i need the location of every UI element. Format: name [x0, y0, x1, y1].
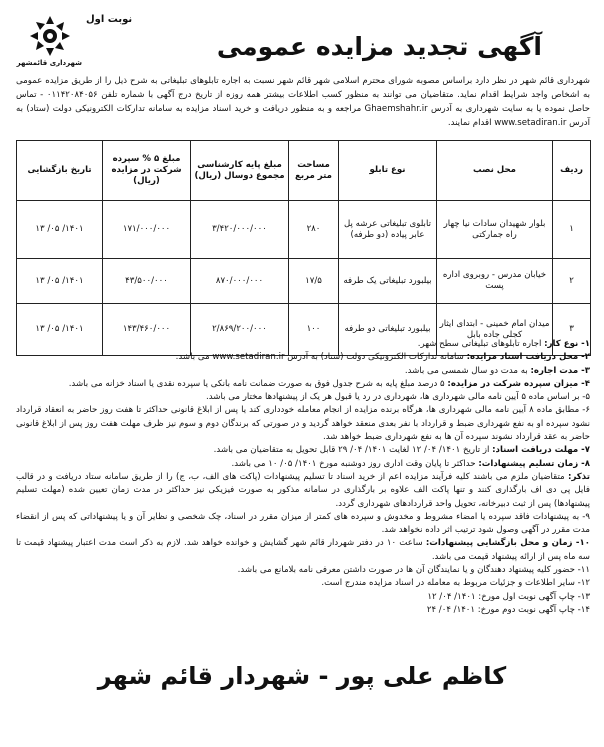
clause-8: [16, 458, 590, 471]
clause-2: [16, 351, 590, 364]
intro-paragraph: شهرداری قائم شهر در نظر دارد براساس مصوبه شورای محترم اسلامی شهر قائم شهر نسبت به اجاره تابلوهای تبلیغاتی به شرح ذیل را از طریق مزایده عمومی به اشخاص واجد شرایط اقدام نماید. متقاضیان می توانند به منظور کسب اطلاعات بیشتر همه روزه از تاریخ درج آگهی با شماره تلفن ۰۱۱۴۲۰۸۴۰۵۶ - تماس حاصل نموده یا به سایت شهرداری به آدرس Ghaemshahr.ir مراجعه و به منظور دریافت و خرید اسناد مزایده به سامانه تدارکات الکترونیکی دولت (ستاد) به آدرس www.setadiran.ir اقدام نمایند.: [16, 76, 590, 128]
table-cell: ۱۷/۵: [289, 259, 339, 304]
table-cell: ۱۴۰۱/ ۰۵/ ۱۳: [17, 304, 103, 356]
logo-caption: شهرداری قائمشهر: [16, 59, 82, 67]
clause-text: ۶- مطابق ماده ۸ آیین نامه مالی شهرداری ها، هرگاه برنده مزایده از انجام معامله خودداری کند یا پس از ابلاغ قانونی حداکثر تا هفت روز حاضر به انعقاد قرارداد نشود سپرده او به نفع شهرداری ضبط و قرارداد با نفر بعدی منعقد خواهد گردید و در صورتی که برندگان دوم و سوم نیز ظرف مهلت هفت روز پس از ابلاغ قانونی حاضر به عقد قرارداد نشوند سپرده آن ها به نفع شهرداری ضبط خواهد شد.: [16, 405, 590, 443]
clause-text: ۱۳- چاپ آگهی نوبت اول مورخ: ۱۴۰۱/ ۰۴/ ۱۲: [427, 591, 590, 602]
clause-label: ۲- محل دریافت اسناد مزایده:: [466, 352, 590, 363]
table-cell: ۱۴۰۱/ ۰۵/ ۱۳: [17, 259, 103, 304]
table-cell: تابلوی تبلیغاتی عرشه پل عابر پیاده (دو طرفه): [339, 201, 437, 259]
clause-text: از تاریخ ۱۴۰۱/ ۰۴/ ۱۲ لغایت ۱۴۰۱/ ۰۴/ ۲۹ قابل تحویل به متقاضیان می باشد.: [213, 445, 493, 456]
clause-label: ۸- زمان تسلیم پیشنهادات:: [478, 458, 590, 469]
clause-text: متقاضیان ملزم می باشند کلیه فرآیند مزایده اعم از خرید اسناد تا تسلیم پیشنهادات (پاکت های الف، ب، ج) را از طریق سامانه ستاد دریافت و در قالب فایل پی دی اف بارگذاری کنند و تنها پاکت الف علاوه بر بارگذاری در سامانه مذکور به صورت فیزیکی نیز حداکثر در مدت زمان تعیین شده (مهلت تسلیم پیشنهادها) پس از ثبت دبیرخانه، تحویل واحد قراردادهای شهرداری گردد.: [16, 471, 590, 509]
clause-10: [16, 537, 590, 564]
table-cell: ۳: [553, 304, 591, 356]
table-header-row: [17, 141, 591, 201]
table-cell: خیابان مدرس - روبروی اداره پست: [437, 259, 553, 304]
clause-3: [16, 365, 590, 378]
clause-5: [16, 391, 590, 404]
clause-text: ۱۲- سایر اطلاعات و جزئیات مربوط به معامله در اسناد مزایده مندرج است.: [321, 578, 590, 589]
header-cell: تاریخ بازگشایی: [17, 141, 103, 201]
clause-text: ساعت ۱۰ در دفتر شهردار قائم شهر گشایش و خوانده خواهد شد. لازم به ذکر است مدت اعتبار پیشنهاد قیمت تا سه ماه پس از ارائه پیشنهاد قیمت می باشد.: [16, 538, 590, 562]
table-cell: ۲/۸۶۹/۲۰۰/۰۰۰: [191, 304, 289, 356]
table-cell: بیلبورد تبلیغاتی یک طرفه: [339, 259, 437, 304]
clause-4: [16, 378, 590, 391]
clause-text: حداکثر تا پایان وقت اداری روز دوشنبه مورخ ۱۴۰۱/ ۰۵/ ۱۰ می باشد.: [231, 458, 479, 469]
clause-7: [16, 444, 590, 457]
table-cell: ۲: [553, 259, 591, 304]
table-cell: ۱۴۳/۴۶۰/۰۰۰: [103, 304, 191, 356]
emblem-icon: [28, 14, 72, 58]
clause-note: [16, 471, 590, 511]
clause-11: [16, 564, 590, 577]
clause-9: [16, 511, 590, 538]
clause-12: [16, 577, 590, 590]
page-title: آگهی تجدید مزایده عمومی: [216, 32, 542, 61]
header-cell: مبلغ ۵ % سپرده شرکت در مزایده (ریال): [103, 141, 191, 201]
clause-13: [16, 591, 590, 604]
clause-text: ۱۱- حضور کلیه پیشنهاد دهندگان و یا نمایندگان آن ها در صورت داشتن معرفی نامه بلامانع می باشد.: [237, 565, 590, 576]
table-cell: بلوار شهیدان سادات نیا چهار راه جمارکتی: [437, 201, 553, 259]
signature-line: کاظم علی پور - شهردار قائم شهر: [97, 662, 507, 690]
table-cell: ۳/۴۲۰/۰۰۰/۰۰۰: [191, 201, 289, 259]
clause-text: اجاره تابلوهای تبلیغاتی سطح شهر.: [417, 339, 545, 349]
table-cell: ۴۳/۵۰۰/۰۰۰: [103, 259, 191, 304]
clause-text: ۱۴- چاپ آگهی نوبت دوم مورخ: ۱۴۰۱/ ۰۴/ ۲۴: [426, 604, 590, 615]
table-cell: ۸۷۰/۰۰۰/۰۰۰: [191, 259, 289, 304]
table-row: [17, 259, 591, 304]
conditions-list: [16, 338, 590, 617]
table-cell: ۱۴۰۱/ ۰۵/ ۱۳: [17, 201, 103, 259]
clause-text: ۹- به پیشنهادات فاقد سپرده یا امضاء مشروط و مخدوش و سپرده های کمتر از میزان مقرر در اسناد، چک شخصی و نظایر آن و یا پیشنهاداتی که پس از انقضاء مدت مقرر در آگهی وصول شود ترتیب اثر داده نخواهد شد.: [16, 511, 590, 536]
clause-label: ۳- مدت اجاره:: [530, 365, 590, 376]
clause-text: ۵ درصد مبلغ پایه به شرح جدول فوق به صورت ضمانت نامه بانکی یا سپرده نقدی یا اسناد خزانه می باشد.: [68, 378, 448, 389]
clause-text: ۵- بر اساس ماده ۵ آیین نامه مالی شهرداری ها، شهرداری در رد یا قبول هر یک از پیشنهادها مختار می باشد.: [206, 392, 590, 403]
header-cell: مساحت متر مربع: [289, 141, 339, 201]
table-cell: ۱۷۱/۰۰۰/۰۰۰: [103, 201, 191, 259]
municipality-logo: [18, 14, 82, 76]
clause-label: ۴- میزان سپرده شرکت در مزایده:: [447, 378, 590, 389]
table-cell: میدان امام خمینی - ابتدای ایثار کجلی جاده بابل: [437, 304, 553, 356]
clause-label: تذکر:: [568, 471, 590, 482]
clause-14: [16, 604, 590, 617]
table-cell: بیلبورد تبلیغاتی دو طرفه: [339, 304, 437, 356]
clause-label: ۷- مهلت دریافت اسناد:: [492, 445, 590, 456]
billboards-table: [16, 140, 591, 356]
table-cell: ۲۸۰: [289, 201, 339, 259]
header-cell: نوع تابلو: [339, 141, 437, 201]
round-label: نوبت اول: [86, 14, 133, 25]
clause-label: ۱۰- زمان و محل بازگشایی پیشنهادات:: [425, 538, 590, 549]
clause-text: به مدت دو سال شمسی می باشد.: [404, 365, 531, 376]
clause-6: [16, 404, 590, 444]
clause-text: سامانه تدارکات الکترونیکی دولت (ستاد) به آدرس www.setadiran.ir می باشد.: [175, 352, 467, 363]
table-row: [17, 201, 591, 259]
header-cell: ردیف: [553, 141, 591, 201]
clause-1: [16, 338, 590, 351]
table-cell: ۱: [553, 201, 591, 259]
table-cell: ۱۰۰: [289, 304, 339, 356]
clause-label: ۱- نوع کار:: [544, 339, 590, 349]
header-cell: مبلغ پایه کارشناسی مجموع دوسال (ریال): [191, 141, 289, 201]
header-cell: محل نصب: [437, 141, 553, 201]
